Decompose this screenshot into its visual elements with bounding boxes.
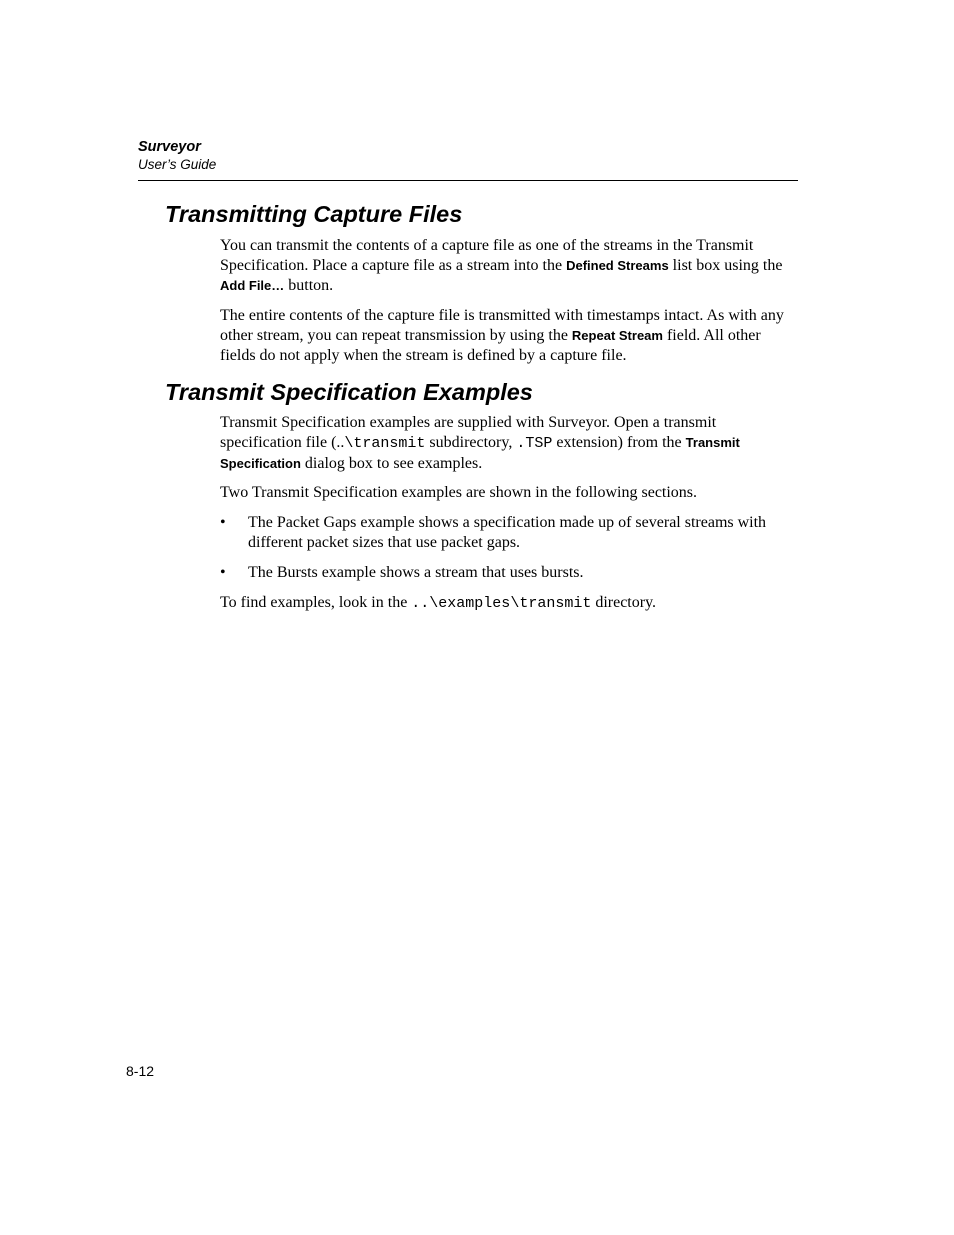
bullet-marker: • bbox=[220, 514, 226, 531]
text-run: dialog box to see examples. bbox=[300, 455, 483, 472]
list-item bbox=[220, 563, 798, 583]
paragraph-capture-file-intro bbox=[220, 236, 798, 296]
ui-term-defined-streams: Defined Streams bbox=[566, 258, 669, 273]
paragraph-find-examples bbox=[220, 593, 798, 614]
running-header bbox=[138, 138, 216, 173]
text-run: subdirectory, bbox=[425, 434, 517, 451]
paragraph-examples-intro bbox=[220, 413, 798, 474]
ui-term-repeat-stream: Repeat Stream bbox=[571, 328, 663, 343]
text-run: Transmit Specification examples are supplied with Surveyor. Open a transmit specification file (.. bbox=[220, 414, 717, 451]
section-heading-transmitting-capture-files: Transmitting Capture Files bbox=[165, 201, 463, 227]
page-number: 8-12 bbox=[126, 1063, 155, 1079]
text-run: The entire contents of the capture file is transmitted with timestamps intact. As with any other stream, you can repeat transmission by using the bbox=[220, 307, 784, 344]
ui-term-add-file: Add File… bbox=[220, 278, 285, 293]
running-header-subtitle: User’s Guide bbox=[138, 157, 217, 172]
code-transmit-subdirectory: \transmit bbox=[344, 435, 426, 452]
running-header-title: Surveyor bbox=[138, 139, 201, 155]
text-run: list box using the bbox=[668, 257, 783, 274]
text-run: To find examples, look in the bbox=[220, 594, 412, 611]
paragraph-capture-file-timestamps bbox=[220, 306, 798, 366]
text-run: You can transmit the contents of a capture file as one of the streams in the Transmit Specification. Place a capture file as a stream into the bbox=[220, 237, 754, 274]
paragraph-examples-shown: Two Transmit Specification examples are shown in the following sections. bbox=[220, 484, 698, 501]
section-heading-transmit-specification-examples: Transmit Specification Examples bbox=[165, 379, 533, 405]
text-run: directory. bbox=[591, 594, 657, 611]
ui-term-transmit-specification: Transmit Specification bbox=[220, 435, 740, 471]
text-run: extension) from the bbox=[552, 434, 686, 451]
list-item bbox=[220, 513, 798, 553]
code-tsp-extension: .TSP bbox=[516, 435, 553, 452]
header-rule bbox=[138, 180, 798, 181]
text-run: field. All other fields do not apply when the stream is defined by a capture file. bbox=[220, 327, 761, 364]
list-item-text: The Packet Gaps example shows a specification made up of several streams with different packet sizes that use packet gaps. bbox=[248, 514, 767, 551]
list-item-text: The Bursts example shows a stream that uses bursts. bbox=[248, 564, 584, 581]
bullet-marker: • bbox=[220, 564, 226, 581]
text-run: button. bbox=[284, 277, 334, 294]
code-examples-directory: ..\examples\transmit bbox=[411, 595, 592, 612]
